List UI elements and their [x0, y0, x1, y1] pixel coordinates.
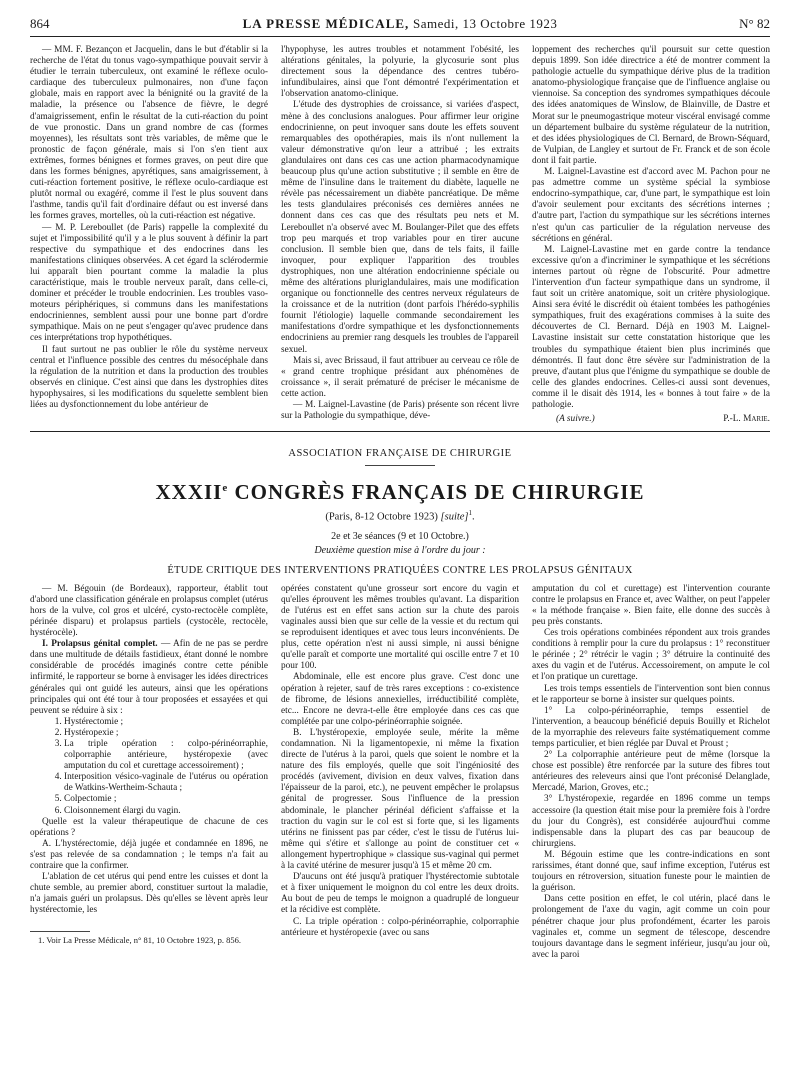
paragraph: 2° La colporraphie antérieure peut de même (lorsque la chose est possible) être renforcée par la suture des fibres tout antérieures des releveurs ainsi que l'ont préconisé Delanglade, Mercadé, Marion, Groves, etc.;: [532, 750, 770, 794]
paragraph: L'étude des dystrophies de croissance, si variées d'aspect, mène à des conclusions analogues. Pour affirmer leur origine endocrinienne, on peut invoquer sans doute les effets souvent remarquables des opothérapies, mais ils n'ont nullement la valeur démonstrative qu'on leur a attribué ; les extraits glandulaires ont dans ces cas une action pharmacodynamique beaucoup plus qu'une action substitutive ; il semble en être de même de l'insuline dans le traitement du diabète, laquelle ne révèle pas nécessairement un diabète pancréatique. De même les tests glandulaires préconisés ces dernières années ne donnent dans ces cas que des résultats peu nets et M. Lereboullet n'a observé avec M. Boulanger-Pilet que des effets trop peu marqués et trop variables pour en tirer aucune conclusion. Il semble bien que, dans de tels faits, il faille invoquer, pour expliquer l'apparition des troubles dystrophiques, non une altération endocrinienne spéciale ou même des altérations pluriglandulaires, mais une modification organique ou fonctionnelle des centres nerveux régulateurs de la croissance et de la nutrition (dont parfois l'hérédo-syphilis fournit l'étiologie) laquelle commande secondairement les manifestations d'ordre sympathique et les dysfonctionnements endocriniens au premier rang desquels les troubles de l'appareil sexuel.: [281, 100, 519, 355]
journal-title: [30, 16, 770, 32]
newspaper-page: [30, 14, 770, 1074]
running-header: [30, 14, 770, 37]
study-heading: ÉTUDE CRITIQUE DES INTERVENTIONS PRATIQUÉES CONTRE LES PROLAPSUS GÉNITAUX: [167, 564, 633, 576]
paragraph: Abdominale, elle est encore plus grave. C'est donc une opération à rejeter, sauf de très rares exceptions : co-existence de fibrome, de lésions annexielles, irréductibilité complète, etc... Encore ne devra-t-elle être employée dans ces cas que complétée par une colpo-périnéorraphie soignée.: [281, 672, 519, 727]
paragraph: 1° La colpo-périnéorraphie, temps essentiel de l'intervention, a beaucoup bénéficié depuis Bouilly et Richelot de la myorraphie des releveurs faite systématiquement comme temps particulier, et bien réglée par Duval et Proust ;: [532, 705, 770, 749]
paragraph: [30, 639, 268, 717]
list-item: 5. Colpectomie ;: [64, 794, 268, 805]
top-columns: [30, 45, 770, 425]
footnote: 1. Voir La Presse Médicale, n° 81, 10 Octobre 1923, p. 856.: [38, 934, 242, 945]
paragraph: 3° L'hystéropexie, regardée en 1896 comme un temps accessoire (la question était mise pour la première fois à l'ordre du jour du Congrès), est considérée aujourd'hui comme indispensable dans la plupart des cas par beaucoup de chirurgiens.: [532, 794, 770, 849]
paragraph: Ces trois opérations combinées répondent aux trois grandes conditions à remplir pour la cure du prolapsus : 1° reconstituer le périnée ; 2° rétrécir le vagin ; 3° détruire la continuité des axes du vagin et de l'utérus. Accessoirement, on ampute le col et l'on pratique un curettage.: [532, 628, 770, 683]
bottom-column-2: [281, 584, 519, 961]
top-column-2: [281, 45, 519, 425]
operations-list: [30, 717, 268, 817]
bottom-column-1: [30, 584, 268, 961]
section-divider: [30, 431, 770, 432]
list-item: 4. Interposition vésico-vaginale de l'utérus ou opération de Watkins-Wertheim-Schauta ;: [64, 772, 268, 794]
paragraph: — MM. F. Bezançon et Jacquelin, dans le but d'établir si la recherche de l'état du tonus vago-sympathique pouvait servir à étudier le terrain tuberculeux, ont examiné le réflexe oculo-cardiaque des tuberculeux pulmonaires, non d'une façon globale, mais en rapport avec la bénignité ou la gravité de la maladie, la présence ou l'absence de fièvre, le degré d'amaigrissement, enfin le résultat de la cuti-réaction du point de vue pronostic. Dans un grand nombre de cas (formes moyennes), les résultats sont très variables, de même que le pronostic de façon générale, mais si l'on s'en tient aux extrêmes, formes bénignes et formes graves, on peut dire que dans les formes bénignes, apyrétiques, sans amaigrissement, à cuti-réaction fortement positive, le réflexe oculo-cardiaque est plutôt normal ou exagéré, comme il l'est le plus souvent dans l'asthme, tandis qu'il fait d'ordinaire défaut ou est inversé dans les formes graves, mortelles, où la cuti-réaction est négative.: [30, 45, 268, 222]
paragraph: — M. P. Lereboullet (de Paris) rappelle la complexité du sujet et l'impossibilité qu'il y a le plus souvent à définir la part respective du sympathique et des endocrines dans les manifestations cliniques observées. A cet égard la sclérodermie lui apparaît bien pourtant comme la maladie la plus caractéristique, mais le trouble nerveux paraît, dans celle-ci, dominer et précéder le trouble endocrinien. Les troubles vaso-moteurs périphériques, si communs dans les manifestations endocriniennes, semblent aussi pour une bonne part d'ordre sympathique. Mais on ne peut s'engager qu'avec prudence dans ces interprétations trop hypothétiques.: [30, 222, 268, 344]
paragraph: l'hypophyse, les autres troubles et notamment l'obésité, les altérations génitales, la polyurie, la glycosurie sont plus directement sous la dépendance des centres tubéro-infundibulaires, ainsi que l'ont démontré l'expérimentation et l'observation anatomo-clinique.: [281, 45, 519, 100]
paragraph: opérées constatent qu'une grosseur sort encore du vagin et qu'elles éprouvent les mêmes troubles qu'avant. La disparition de l'utérus est en effet sans action sur la chute des parois vaginales aussi bien que sur celle de la vessie et du rectum qui se reproduisent identiques et avec tous leurs inconvénients. De plus, cette opération n'est ni aussi simple, ni aussi bénigne qu'elle paraît et comporte une mortalité qui oscille entre 7 et 10 pour 100.: [281, 583, 519, 672]
paragraph: C. La triple opération : colpo-périnéorraphie, colporraphie antérieure et hystéropexie (avec ou sans: [281, 916, 519, 938]
bottom-column-3: [532, 584, 770, 961]
paragraph-text: — Afin de ne pas se perdre dans une multitude de détails fastidieux, étant donné le nombre considérable de procédés imaginés contre cette pénible infirmité, le rapporteur se borne à envisager les idées directrices générales qui ont guidé les auteurs, ainsi que les opérations principales qui ont été tour à tour proposées et essayées et qui peuvent se réduire à six :: [30, 639, 269, 716]
signature-line: [532, 414, 770, 425]
subsection-heading: I. Prolapsus génital complet.: [42, 639, 158, 650]
paragraph: Mais si, avec Brissaud, il faut attribuer au cerveau ce rôle de « grand centre trophique présidant aux phénomènes de croissance », il serait prématuré de préciser le mécanisme de cette action.: [281, 355, 519, 399]
paragraph: M. Laignel-Lavastine met en garde contre la tendance excessive qu'on a d'incriminer le sympathique et les sécrétions internes partout où règne de l'obscurité. Pour admettre l'intervention d'un facteur sympathique dans un syndrome, il faut soit un critère anatomique, soit un critère physiologique. Ainsi sera évité le discrédit où étaient tombées les pathogénies sympathiques, fruit des exagérations commises à la suite des découvertes de Cl. Bernard. Déjà en 1903 M. Laignel-Lavastine insistait sur cette constatation historique que les troubles du sympathique étaient bien plus incriminés que démontrés. Il faut donc être sévère sur l'administration de la preuve, d'autant plus que l'énigme du sympathique se double de celle des glandes endocrines. Celles-ci aussi sont devenues, comme il le disait dès 1914, les « bonnes à tout faire » de la pathologie.: [532, 244, 770, 410]
paragraph: D'aucuns ont été jusqu'à pratiquer l'hystérectomie subtotale et à fixer uniquement le moignon du col entre les deux droits. Au bout de peu de temps le moignon a quadruplé de longueur et la récidive est complète.: [281, 872, 519, 916]
congress-number: XXXII: [155, 480, 223, 505]
congress-name: CONGRÈS FRANÇAIS DE CHIRURGIE: [234, 480, 645, 505]
question-line: Deuxième question mise à l'ordre du jour :: [314, 544, 486, 556]
top-column-1: [30, 45, 268, 425]
suite-marker: [suite]: [440, 511, 469, 523]
paragraph: L'ablation de cet utérus qui pend entre les cuisses et dont la chute semble, au premier abord, constituer surtout la maladie, n'a jamais guéri un prolapsus. Dès qu'elles se lèvent après leur hystérectomie, les: [30, 872, 268, 916]
paragraph: loppement des recherches qu'il poursuit sur cette question depuis 1899. Son idée directrice a été de montrer comment la pathologie actuelle du sympathique dérive plus de la tradition anatomo-physiologique française que de l'influence anglaise ou viennoise. Sa conception des syndromes sympathiques découle des idées anatomiques de Winslow, de Blainville, de Dastre et Morat sur le pneumogastrique moteur viscéral envisagé comme un département bulbaire du système régulateur de la nutrition, et des idées physiologiques de Cl. Bernard, de Brown-Séquard, de Vulpian, de Langley et surtout de Fr. Franck et de son école dont il fait partie.: [532, 45, 770, 166]
paragraph: M. Laignel-Lavastine est d'accord avec M. Pachon pour ne pas admettre comme un système spécial la symbiose endocrino-sympathique, car, d'une part, le sympathique est loin d'avoir seulement pour excitants des sécrétions internes ; d'autre part, l'action du sympathique sur les sécrétions internes n'est qu'un cas particulier de la régulation nerveuse des sécrétions en général.: [532, 167, 770, 244]
page-number: 864: [30, 16, 50, 31]
journal-name: LA PRESSE MÉDICALE,: [242, 16, 410, 31]
to-be-continued: (A suivre.): [556, 414, 595, 425]
paragraph: Il faut surtout ne pas oublier le rôle du système nerveux central et l'influence possible des centres du mésocéphale dans la régulation de la nutrition et dans la production des troubles observés en clinique. C'est ainsi que dans les dystrophies dites hypophysaires, si les modifications du squelette semblent bien liées au dysfonctionnement du lobe antérieur de: [30, 344, 268, 410]
list-item: 6. Cloisonnement élargi du vagin.: [64, 806, 268, 817]
paragraph: Dans cette position en effet, le col utérin, placé dans le prolongement de l'axe du vagin, agit comme un coin pour pénétrer chaque jour plus profondément, écarter les parois vaginales et, comme un segment de télescope, descendre toujours davantage dans le segment inférieur, jusqu'au jour où, avec la paroi: [532, 894, 770, 960]
list-item: 2. Hystéropexie ;: [64, 728, 268, 739]
paragraph: — M. Bégouin (de Bordeaux), rapporteur, établit tout d'abord une classification générale en prolapsus complet (utérus hors de la vulve, col gros et ulcéré, cysto-rectocèle complète, périnée disparu) et prolapsus partiels (cystocèle, rectocèle, hystérocèle).: [30, 583, 268, 639]
paragraph: — M. Laignel-Lavastine (de Paris) présente son récent livre sur la Pathologie du sympathique, déve-: [281, 400, 519, 422]
sessions-line: 2e et 3e séances (9 et 10 Octobre.): [331, 530, 469, 542]
association-heading: ASSOCIATION FRANÇAISE DE CHIRURGIE: [288, 448, 512, 460]
list-item: 3. La triple opération : colpo-périnéorraphie, colporraphie antérieure, hystéropexie (avec amputation du col et curettage accessoirement) ;: [64, 739, 268, 772]
bottom-columns: [30, 584, 770, 961]
congress-title: [30, 480, 770, 505]
congress-place-date: (Paris, 8-12 Octobre 1923) [suite]$^1$.: [325, 509, 475, 523]
footnote-rule: [30, 931, 90, 932]
place-text: (Paris, 8-12 Octobre 1923): [325, 511, 438, 523]
short-divider: [365, 465, 435, 466]
footnote-ref: 1: [468, 509, 473, 518]
author-signature: P.-L. Marie.: [723, 414, 770, 425]
paragraph: amputation du col et curettage) est l'intervention courante contre le prolapsus en France et, avec Walther, on peut l'appeler « la méthode française ». Bien faite, elle donne des succès à peu près constants.: [532, 583, 770, 627]
top-column-3: [532, 45, 770, 425]
ordinal-suffix: e: [222, 482, 229, 495]
issue-number: N° 82: [739, 16, 770, 31]
issue-date: Samedi, 13 Octobre 1923: [413, 16, 558, 31]
paragraph: B. L'hystéropexie, employée seule, mérite la même condamnation. Ni la ligamentopexie, ni même la fixation directe de l'utérus à la paroi, quels que soient le nombre et la nature des fils employés, quelle que soit l'ingéniosité des procédés (avivement, division en deux valves, fixation dans l'épaisseur de la paroi, etc.), ne peuvent empêcher le prolapsus génital de progresser. Sous l'influence de la pression abdominale, le plancher périnéal déficient s'affaisse et la traction du vagin sur le col est si forte que, si les ligaments utérins ne finissent pas par céder, c'est le tissu de l'utérus lui-même qui s'étire et s'allonge au point de constituer cet « allongement hypertrophique » classique sus-vaginal qui permet à la cavité utérine de mesurer jusqu'à 15 et même 20 cm.: [281, 727, 519, 872]
list-item: 1. Hystérectomie ;: [64, 717, 268, 728]
paragraph: A. L'hystérectomie, déjà jugée et condamnée en 1896, ne s'est pas relevée de sa condamnation ; le temps n'a fait au contraire que la confirmer.: [30, 838, 268, 872]
paragraph: Quelle est la valeur thérapeutique de chacune de ces opérations ?: [30, 816, 268, 838]
paragraph: Les trois temps essentiels de l'intervention sont bien connus et le rapporteur se borne à insister sur quelques points.: [532, 683, 770, 705]
paragraph: M. Bégouin estime que les contre-indications en sont rarissimes, étant donné que, sauf infime exception, l'utérus est toujours en rétroversion, situation funeste pour le maintien de la guérison.: [532, 849, 770, 894]
